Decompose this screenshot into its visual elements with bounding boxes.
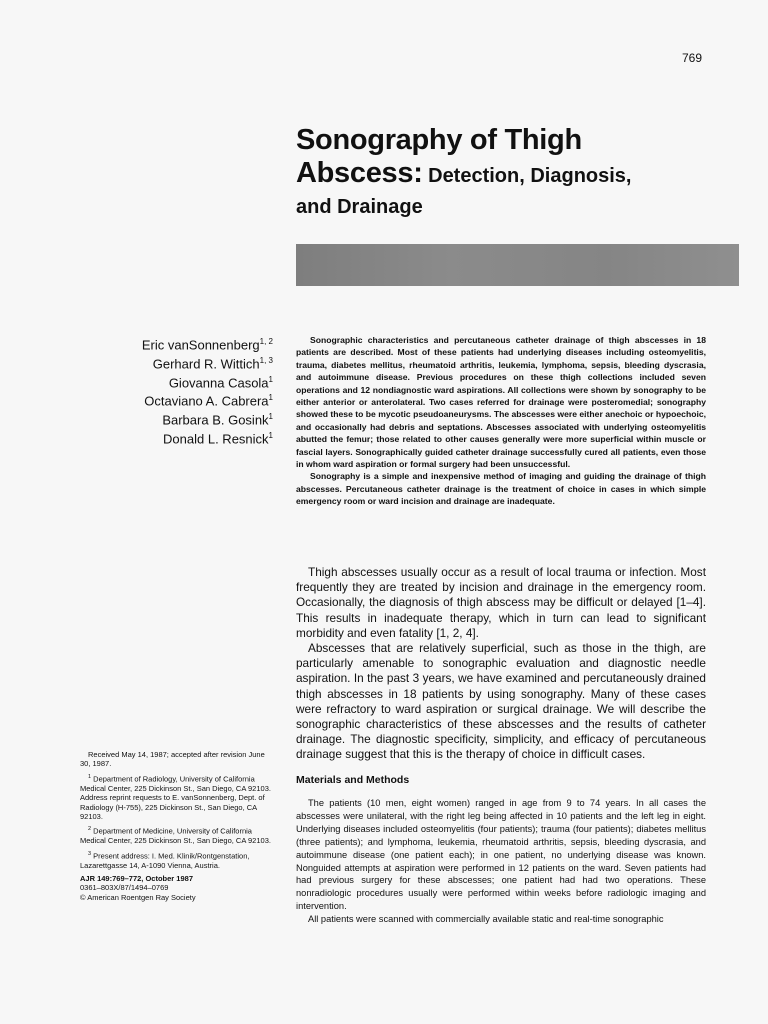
- citation-line: AJR 149:769–772, October 1987: [80, 873, 193, 883]
- author-affiliation: 1: [268, 412, 273, 422]
- intro-paragraph: Thigh abscesses usually occur as a result of local trauma or infection. Most frequently they are treated by incision and drainage in the emergency room. Occasionally, the diagnosis of thigh abscess may be difficult or delayed [1–4]. This results in inadequate therapy, which in turn can lead to significant morbidity and even fatality [1, 2, 4].: [296, 565, 706, 640]
- abstract: [296, 334, 706, 508]
- title-line-2: [296, 157, 756, 190]
- methods-body: [296, 797, 706, 926]
- author: [40, 428, 273, 447]
- author-name: Donald L. Resnick: [163, 431, 269, 447]
- abstract-paragraph: Sonographic characteristics and percutaneous catheter drainage of thigh abscesses in 18 patients are described. Most of these patients had underlying diseases including osteomyelitis, trauma, diabetes mellitus, rheumatoid arthritis, leukemia, lymphoma, sepsis, bleeding dyscrasia, and autoimmune disease. Previous procedures on these thigh collections included seven operations and 12 nondiagnostic ward aspirations. All collections were shown by sonography to be either anterior or anterolateral. Two cases referred for drainage were posteromedial; sonography showed these to be mycotic pseudoaneurysms. The abscesses were either anechoic or hypoechoic, and occasionally had debris and septations. Abscesses associated with underlying osteomyelitis abutted the femur; those related to other causes generally were more superficial within muscle or fascial layers. Sonographically guided catheter drainage successfully cured all patients, even those in whom ward aspiration or formal surgery had been unsuccessful.: [296, 335, 706, 470]
- title-line-1: Sonography of Thigh: [296, 124, 582, 156]
- author-name: Octaviano A. Cabrera: [144, 393, 269, 409]
- intro-paragraph: Abscesses that are relatively superficial, such as those in the thigh, are particularly amenable to sonographic evaluation and diagnostic needle aspiration. In the past 3 years, we have examined and percutaneously drained thigh abscesses in 18 patients by using sonography. Many of these cases were refractory to ward aspiration or surgical drainage. We will describe the sonographic characteristics of these abscesses and the results of catheter drainage. The diagnostic specificity, simplicity, and efficacy of percutaneous drainage suggest that this is the therapy of choice in difficult cases.: [296, 641, 706, 762]
- author: [40, 372, 273, 391]
- title-line-2-rest: Detection, Diagnosis,: [422, 164, 632, 187]
- title-line-2-bold: Abscess:: [296, 156, 423, 189]
- author: [40, 353, 273, 372]
- footnote-text: Present address: I. Med. Klinik/Rontgenstation, Lazarettgasse 14, A-1090 Vienna, Austria.: [80, 851, 250, 870]
- author-name: Eric vanSonnenberg: [141, 337, 260, 353]
- author: [40, 409, 273, 428]
- author-list: [40, 334, 273, 447]
- citation-line: © American Roentgen Ray Society: [80, 892, 196, 902]
- title-line-3: and Drainage: [296, 195, 423, 218]
- author-name: Giovanna Casola: [168, 374, 269, 390]
- section-heading-methods: Materials and Methods: [296, 774, 410, 786]
- author: [40, 390, 273, 409]
- author-affiliation: 1: [268, 374, 273, 384]
- footnote-mark: 1: [88, 773, 92, 780]
- author-affiliation: 1: [268, 393, 273, 403]
- footnote-mark: 3: [88, 850, 92, 857]
- footnote-3: [80, 850, 275, 870]
- title-banner-band: [296, 244, 739, 286]
- author: [40, 334, 273, 353]
- footnote-text: Department of Medicine, University of California Medical Center, 225 Dickinson St., San Diego, CA 92103.: [80, 826, 271, 846]
- abstract-paragraph: Sonography is a simple and inexpensive method of imaging and guiding the drainage of thigh abscesses. Percutaneous catheter drainage is the treatment of choice in cases in which simple emergency room or ward incision and drainage are inadequate.: [296, 471, 706, 507]
- footnote-text: Department of Radiology, University of California Medical Center, 225 Dickinson St., San Diego, CA 92103. Address reprint requests to E. vanSonnenberg, Dept. of Radiology (H-755), 225 Dickinson St., San Diego, CA 92103.: [80, 774, 271, 821]
- author-name: Barbara B. Gosink: [162, 412, 269, 428]
- author-name: Gerhard R. Wittich: [152, 356, 260, 372]
- methods-paragraph: The patients (10 men, eight women) ranged in age from 9 to 74 years. In all cases the abscesses were unilateral, with the right leg being affected in 10 patients and the left leg in eight. Underlying diseases included osteomyelitis (four patients); trauma (four patients); diabetes mellitus (three patients); and lymphoma, leukemia, rheumatoid arthritis, sepsis, bleeding dyscrasia, and autoimmune disease (one patient each); in one patient, no underlying disease was known. Nonguided attempts at aspiration were performed in 12 patients on the ward. Seven patients had had previous surgery for these abscesses; one patient had had two operations. These nonradiologic procedures usually were performed within weeks before radiologic imaging and intervention.: [296, 798, 706, 912]
- page-number: 769: [682, 51, 703, 65]
- footnote-2: [80, 825, 275, 845]
- received-note: Received May 14, 1987; accepted after revision June 30, 1987.: [80, 750, 265, 769]
- introduction: [296, 565, 706, 763]
- journal-citation: [80, 874, 275, 902]
- author-affiliation: 1, 3: [259, 355, 273, 365]
- author-affiliation: 1: [268, 431, 273, 441]
- footnote-mark: 2: [88, 826, 92, 833]
- footnote-1: [80, 773, 275, 822]
- footnotes: [80, 750, 275, 902]
- article-title: [296, 124, 756, 218]
- methods-paragraph: All patients were scanned with commercially available static and real-time sonographic: [308, 914, 664, 925]
- citation-line: 0361–803X/87/1494–0769: [80, 883, 169, 893]
- author-affiliation: 1, 2: [259, 337, 273, 346]
